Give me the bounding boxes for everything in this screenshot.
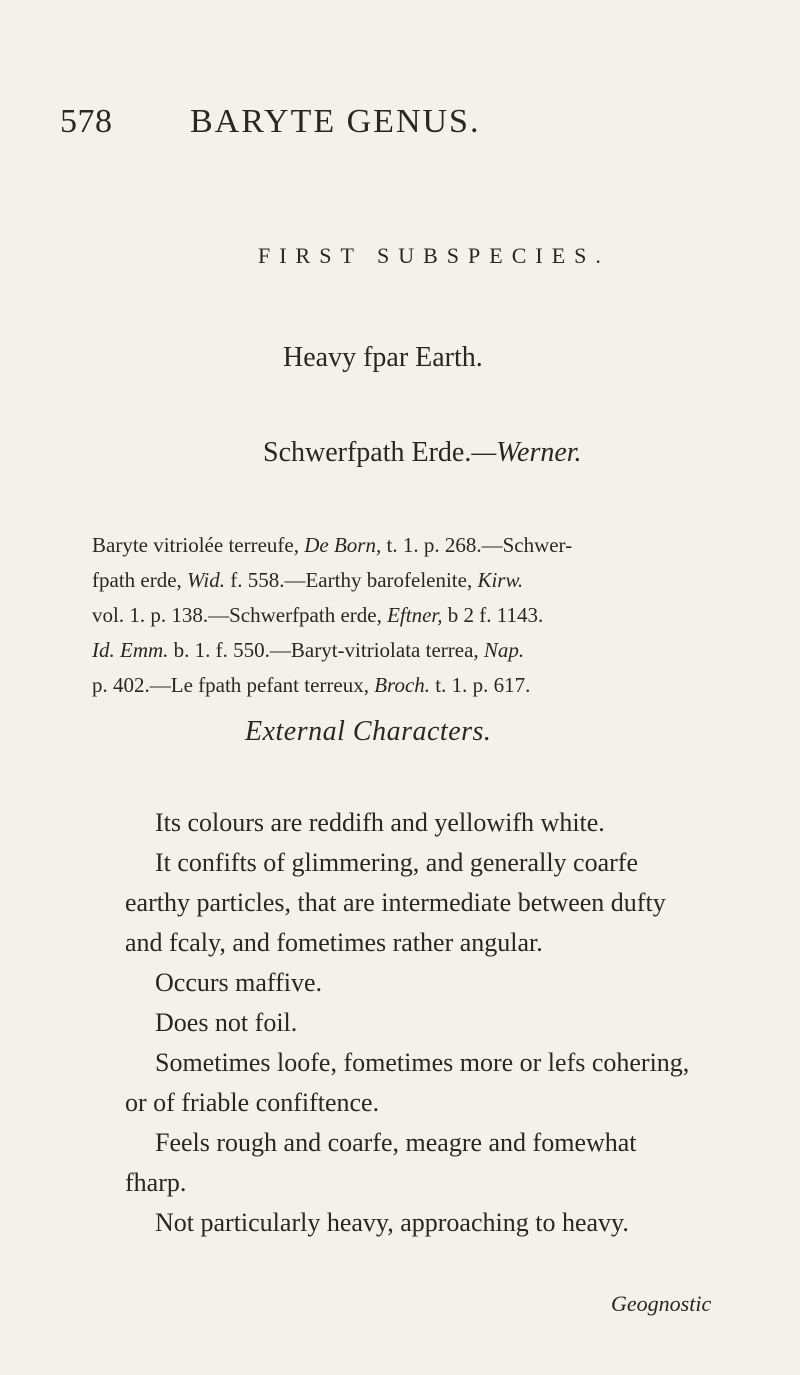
reference-citation: Kirw. bbox=[477, 568, 524, 592]
text-line: Its colours are reddifh and yellowifh white. bbox=[155, 808, 605, 837]
reference-citation: Nap. bbox=[483, 638, 525, 662]
synonymy-text: t. 1. p. 617. bbox=[430, 673, 531, 697]
synonymy-text: t. 1. p. 268.—Schwer- bbox=[381, 533, 573, 557]
synonymy-text: vol. 1. p. 138.—Schwerfpath erde, bbox=[92, 603, 388, 627]
species-name: Heavy fpar Earth. bbox=[283, 342, 483, 373]
external-characters-heading: External Characters. bbox=[245, 716, 492, 747]
synonymy-line bbox=[92, 633, 732, 668]
synonym-authority: —Werner. bbox=[471, 437, 582, 468]
reference-citation: Id. Emm. bbox=[92, 638, 169, 662]
synonymy-text: p. 402.—Le fpath pefant terreux, bbox=[92, 673, 375, 697]
reference-citation: Wid. bbox=[187, 568, 225, 592]
reference-citation: Broch. bbox=[374, 673, 431, 697]
synonymy-text: fpath erde, bbox=[92, 568, 188, 592]
text-line: and fcaly, and fometimes rather angular. bbox=[125, 928, 543, 957]
text-line: earthy particles, that are intermediate between dufty bbox=[125, 888, 666, 917]
synonym-werner bbox=[263, 437, 582, 469]
text-line: Sometimes loofe, fometimes more or lefs cohering, bbox=[155, 1048, 690, 1077]
running-head: BARYTE GENUS. bbox=[190, 103, 481, 140]
text-line: fharp. bbox=[125, 1168, 187, 1197]
synonymy-text: b 2 f. 1143. bbox=[442, 603, 544, 627]
subspecies-heading: FIRST SUBSPECIES. bbox=[258, 243, 610, 268]
reference-citation: Eftner, bbox=[387, 603, 443, 627]
synonymy-text: f. 558.—Earthy barofelenite, bbox=[224, 568, 478, 592]
synonymy-line bbox=[92, 528, 732, 563]
page-number: 578 bbox=[60, 103, 113, 140]
synonymy-text: Baryte vitriolée terreufe, bbox=[92, 533, 305, 557]
catchword: Geognostic bbox=[611, 1291, 712, 1316]
synonymy-line bbox=[92, 598, 732, 633]
text-line: It confifts of glimmering, and generally coarfe bbox=[155, 848, 638, 877]
reference-citation: De Born, bbox=[304, 533, 382, 557]
text-line: Occurs maffive. bbox=[155, 968, 323, 997]
text-line: Not particularly heavy, approaching to heavy. bbox=[155, 1208, 629, 1237]
external-characters-text bbox=[125, 803, 765, 1243]
synonymy-line bbox=[92, 563, 732, 598]
text-line: Feels rough and coarfe, meagre and fomewhat bbox=[155, 1128, 637, 1157]
synonymy-line bbox=[92, 668, 732, 703]
synonym-main: Schwerfpath Erde. bbox=[263, 437, 472, 468]
synonymy-text: b. 1. f. 550.—Baryt-vitriolata terrea, bbox=[168, 638, 484, 662]
text-line: Does not foil. bbox=[155, 1008, 298, 1037]
synonymy-block bbox=[92, 528, 732, 703]
text-line: or of friable confiftence. bbox=[125, 1088, 380, 1117]
